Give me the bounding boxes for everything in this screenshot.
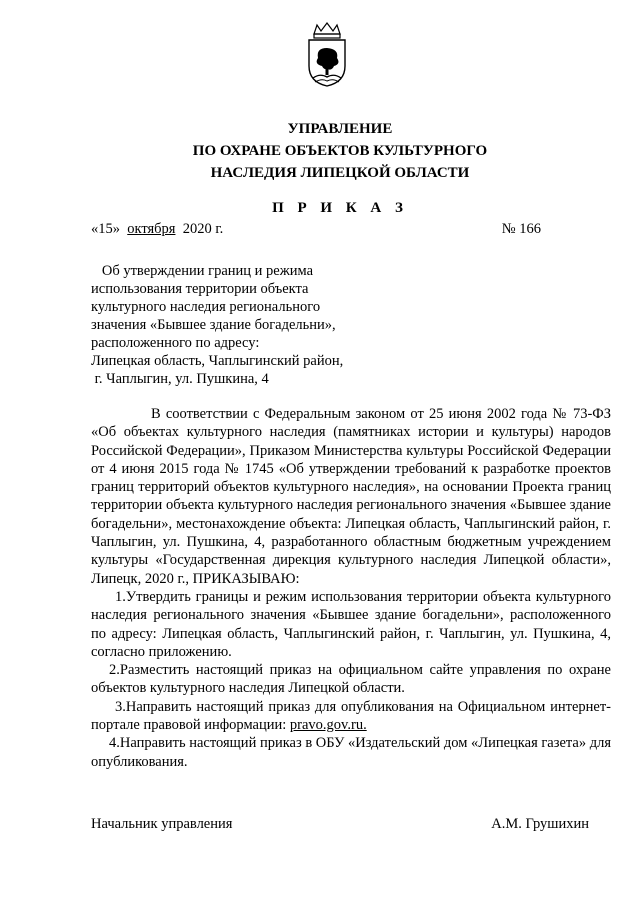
subject-line: г. Чаплыгин, ул. Пушкина, 4 xyxy=(91,371,269,387)
document-title: П Р И К А З xyxy=(272,200,408,216)
subject-line: значения «Бывшее здание богадельни», xyxy=(91,317,336,333)
header-line-2: ПО ОХРАНЕ ОБЪЕКТОВ КУЛЬТУРНОГО xyxy=(192,143,488,159)
header-line-3: НАСЛЕДИЯ ЛИПЕЦКОЙ ОБЛАСТИ xyxy=(210,165,470,181)
order-body xyxy=(91,405,611,771)
subject-line: использования территории объекта xyxy=(91,281,309,297)
signatory-position: Начальник управления xyxy=(91,816,233,832)
date-month: октября xyxy=(127,221,176,237)
header-line-1: УПРАВЛЕНИЕ xyxy=(287,121,393,137)
subject-line: расположенного по адресу: xyxy=(91,335,260,351)
pravo-gov-link[interactable]: pravo.gov.ru. xyxy=(289,717,367,734)
item-2-paragraph: 2.Разместить настоящий приказ на официальном сайте управления по охране объектов культурного наследия Липецкой области. xyxy=(91,662,611,697)
signature-block xyxy=(91,816,611,833)
order-subject xyxy=(91,262,381,388)
preamble-paragraph: В соответствии с Федеральным законом от 25 июня 2002 года № 73-ФЗ «Об объектах культурного наследия (памятниках истории и культуры) народов Российской Федерации», Приказом Министерства культуры Российской Федерации от 4 июня 2015 года № 1745 «Об утверждении требований к разработке проектов границ территорий объектов культурного наследия», на основании Проекта границ территории объекта культурного наследия регионального значения «Бывшее здание богадельни», местонахождение объекта: Липецкая область, Чаплыгинский район, г. Чаплыгин, ул. Пушкина, 4, разработанного областным бюджетным учреждением культуры «Государственная дирекция культурного наследия Липецкой области», Липецк, 2020 г., ПРИКАЗЫВАЮ: xyxy=(91,406,611,587)
item-3-paragraph xyxy=(91,698,611,735)
item-3-text: 3.Направить настоящий приказ для опубликования на Официальном интернет-портале правовой информации: xyxy=(91,698,611,734)
issuer-header xyxy=(100,118,580,184)
subject-line: культурного наследия регионального xyxy=(91,299,321,315)
order-number: № 166 xyxy=(501,221,541,237)
date-day: «15» xyxy=(91,221,120,237)
subject-line: Об утверждении границ и режима xyxy=(91,263,314,279)
lipetsk-coat-of-arms-icon xyxy=(304,22,350,88)
item-4-paragraph: 4.Направить настоящий приказ в ОБУ «Издательский дом «Липецкая газета» для опубликования. xyxy=(91,735,612,770)
date-year: 2020 г. xyxy=(182,221,224,237)
date-number-row xyxy=(91,221,551,238)
signatory-name: А.М. Грушихин xyxy=(491,816,589,832)
item-1-paragraph: 1.Утвердить границы и режим использования территории объекта культурного наследия регионального значения «Бывшее здание богадельни», расположенного по адресу: Липецкая область, Чаплыгинский район, г. Чаплыгин, ул. Пушкина, 4, согласно приложению. xyxy=(91,588,611,660)
subject-line: Липецкая область, Чаплыгинский район, xyxy=(91,353,344,369)
